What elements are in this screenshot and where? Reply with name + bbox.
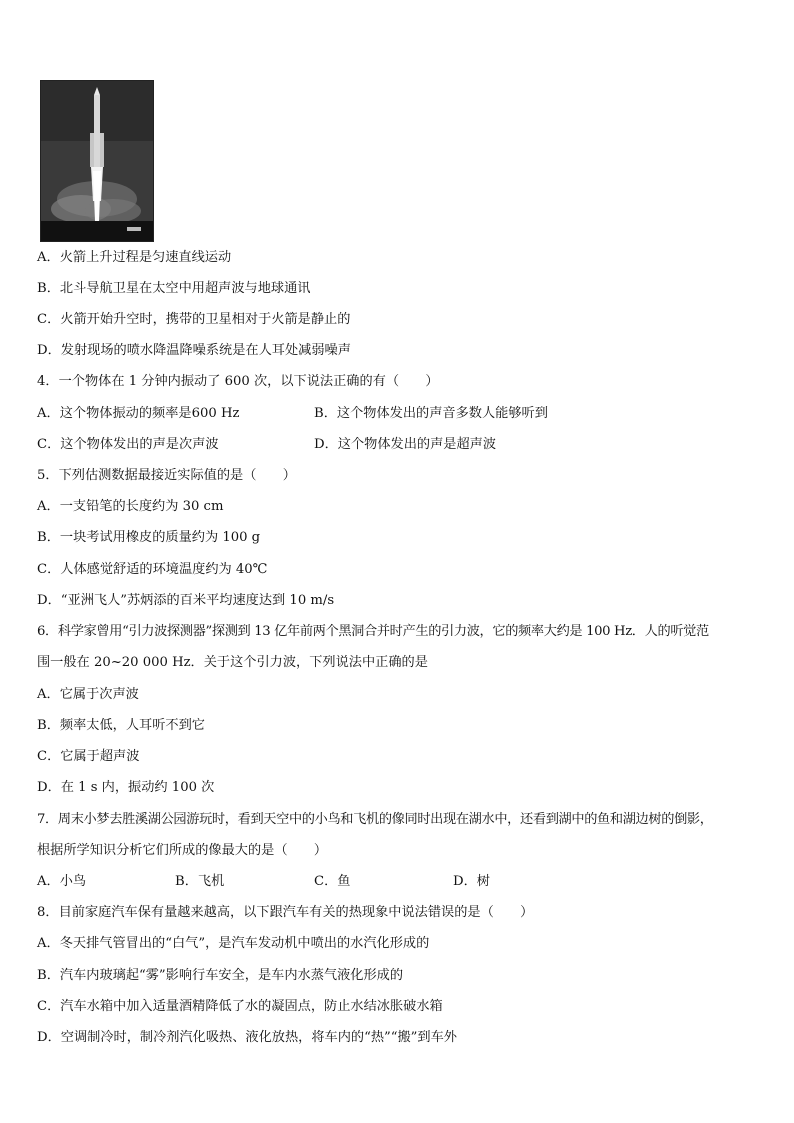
rocket-launch-photo	[40, 80, 154, 242]
q4-stem: 4．一个物体在 1 分钟内振动了 600 次，以下说法正确的有（ ）	[37, 374, 439, 389]
q5-option-a: A．一支铅笔的长度约为 30 cm	[37, 499, 224, 514]
q5-stem: 5．下列估测数据最接近实际值的是（ ）	[37, 468, 296, 483]
q3-option-a: A．火箭上升过程是匀速直线运动	[37, 250, 232, 265]
q4-option-b: B．这个物体发出的声音多数人能够听到	[314, 406, 548, 421]
q6-option-d: D．在 1 s 内，振动约 100 次	[37, 780, 215, 795]
q3-option-b: B．北斗导航卫星在太空中用超声波与地球通讯	[37, 281, 311, 296]
q7-option-d: D．树	[453, 874, 490, 889]
q3-option-d: D．发射现场的喷水降温降噪系统是在人耳处减弱噪声	[37, 343, 351, 358]
q6-stem-line2: 围一般在 20~20 000 Hz．关于这个引力波，下列说法中正确的是	[37, 655, 428, 670]
q5-option-d: D．“亚洲飞人”苏炳添的百米平均速度达到 10 m/s	[37, 593, 335, 608]
q3-option-c: C．火箭开始升空时，携带的卫星相对于火箭是静止的	[37, 312, 351, 327]
q6-stem-line1: 6．科学家曾用“引力波探测器”探测到 13 亿年前两个黑洞合并时产生的引力波，它的频率大约是 100 Hz．人的听觉范	[37, 624, 709, 639]
q8-stem: 8．目前家庭汽车保有量越来越高，以下跟汽车有关的热现象中说法错误的是（ ）	[37, 905, 534, 920]
q4-option-a: A．这个物体振动的频率是600 Hz	[37, 406, 240, 421]
q5-option-b: B．一块考试用橡皮的质量约为 100 g	[37, 530, 261, 545]
q7-option-b: B．飞机	[175, 874, 225, 889]
q6-option-b: B．频率太低，人耳听不到它	[37, 718, 205, 733]
q6-option-c: C．它属于超声波	[37, 749, 140, 764]
q4-option-c: C．这个物体发出的声是次声波	[37, 437, 219, 452]
q7-option-a: A．小鸟	[37, 874, 87, 889]
q7-stem-line2: 根据所学知识分析它们所成的像最大的是（ ）	[37, 843, 328, 858]
q7-option-c: C．鱼	[314, 874, 351, 889]
q8-option-a: A．冬天排气管冒出的“白气”，是汽车发动机中喷出的水汽化形成的	[37, 936, 430, 951]
q6-option-a: A．它属于次声波	[37, 687, 139, 702]
q8-option-d: D．空调制冷时，制冷剂汽化吸热、液化放热，将车内的“热”“搬”到车外	[37, 1030, 457, 1045]
q8-option-b: B．汽车内玻璃起“雾”影响行车安全，是车内水蒸气液化形成的	[37, 968, 404, 983]
q8-option-c: C．汽车水箱中加入适量酒精降低了水的凝固点，防止水结冰胀破水箱	[37, 999, 443, 1014]
q7-stem-line1: 7．周末小梦去胜溪湖公园游玩时，看到天空中的小鸟和飞机的像同时出现在湖水中，还看到湖中的鱼和湖边树的倒影，	[37, 812, 713, 827]
q4-option-d: D．这个物体发出的声是超声波	[314, 437, 497, 452]
rocket-launch-image	[41, 81, 153, 241]
q5-option-c: C．人体感觉舒适的环境温度约为 40℃	[37, 562, 268, 577]
